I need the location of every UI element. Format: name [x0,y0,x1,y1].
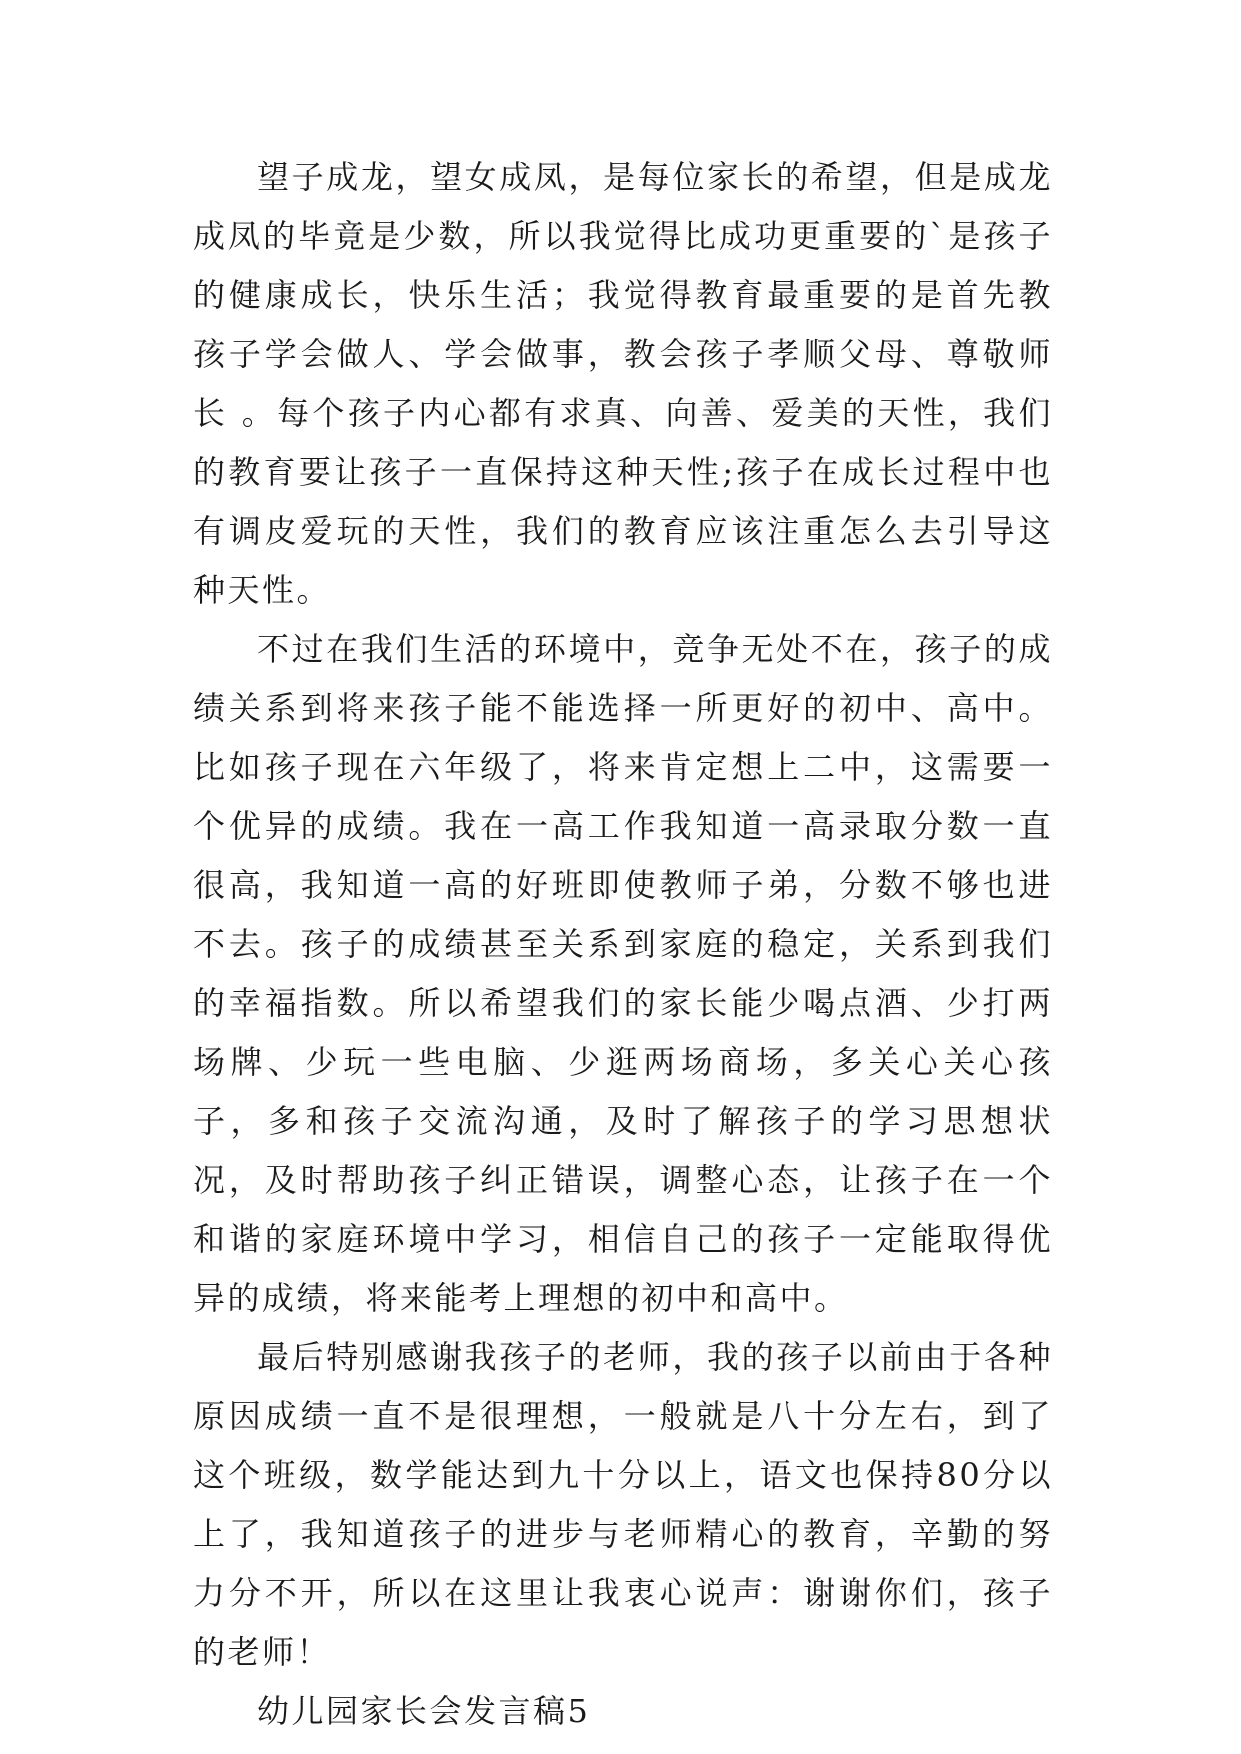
section-heading: 幼儿园家长会发言稿5 [257,1692,591,1730]
paragraph-1: 望子成龙，望女成凤，是每位家长的希望，但是成龙成凤的毕竟是少数，所以我觉得比成功更重要的`是孩子的健康成长，快乐生活；我觉得教育最重要的是首先教孩子学会做人、学会做事，教会孩子孝顺父母、尊敬师长 。每个孩子内心都有求真、向善、爱美的天性，我们的教育要让孩子一直保持这种天性;孩子在成长过程中也有调皮爱玩的天性，我们的教育应该注重怎么去引导这种天性。 [193,158,1053,609]
document-page [193,148,1053,1741]
paragraph-2: 不过在我们生活的环境中，竞争无处不在，孩子的成绩关系到将来孩子能不能选择一所更好的初中、高中。比如孩子现在六年级了，将来肯定想上二中，这需要一个优异的成绩。我在一高工作我知道一高录取分数一直很高，我知道一高的好班即使教师子弟，分数不够也进不去。孩子的成绩甚至关系到家庭的稳定，关系到我们的幸福指数。所以希望我们的家长能少喝点酒、少打两场牌、少玩一些电脑、少逛两场商场，多关心关心孩子，多和孩子交流沟通，及时了解孩子的学习思想状况，及时帮助孩子纠正错误，调整心态，让孩子在一个和谐的家庭环境中学习，相信自己的孩子一定能取得优异的成绩，将来能考上理想的初中和高中。 [193,630,1053,1317]
paragraph-3: 最后特别感谢我孩子的老师，我的孩子以前由于各种原因成绩一直不是很理想，一般就是八十分左右，到了这个班级，数学能达到九十分以上，语文也保持80分以上了，我知道孩子的进步与老师精心的教育，辛勤的努力分不开，所以在这里让我衷心说声：谢谢你们，孩子的老师！ [193,1338,1053,1671]
